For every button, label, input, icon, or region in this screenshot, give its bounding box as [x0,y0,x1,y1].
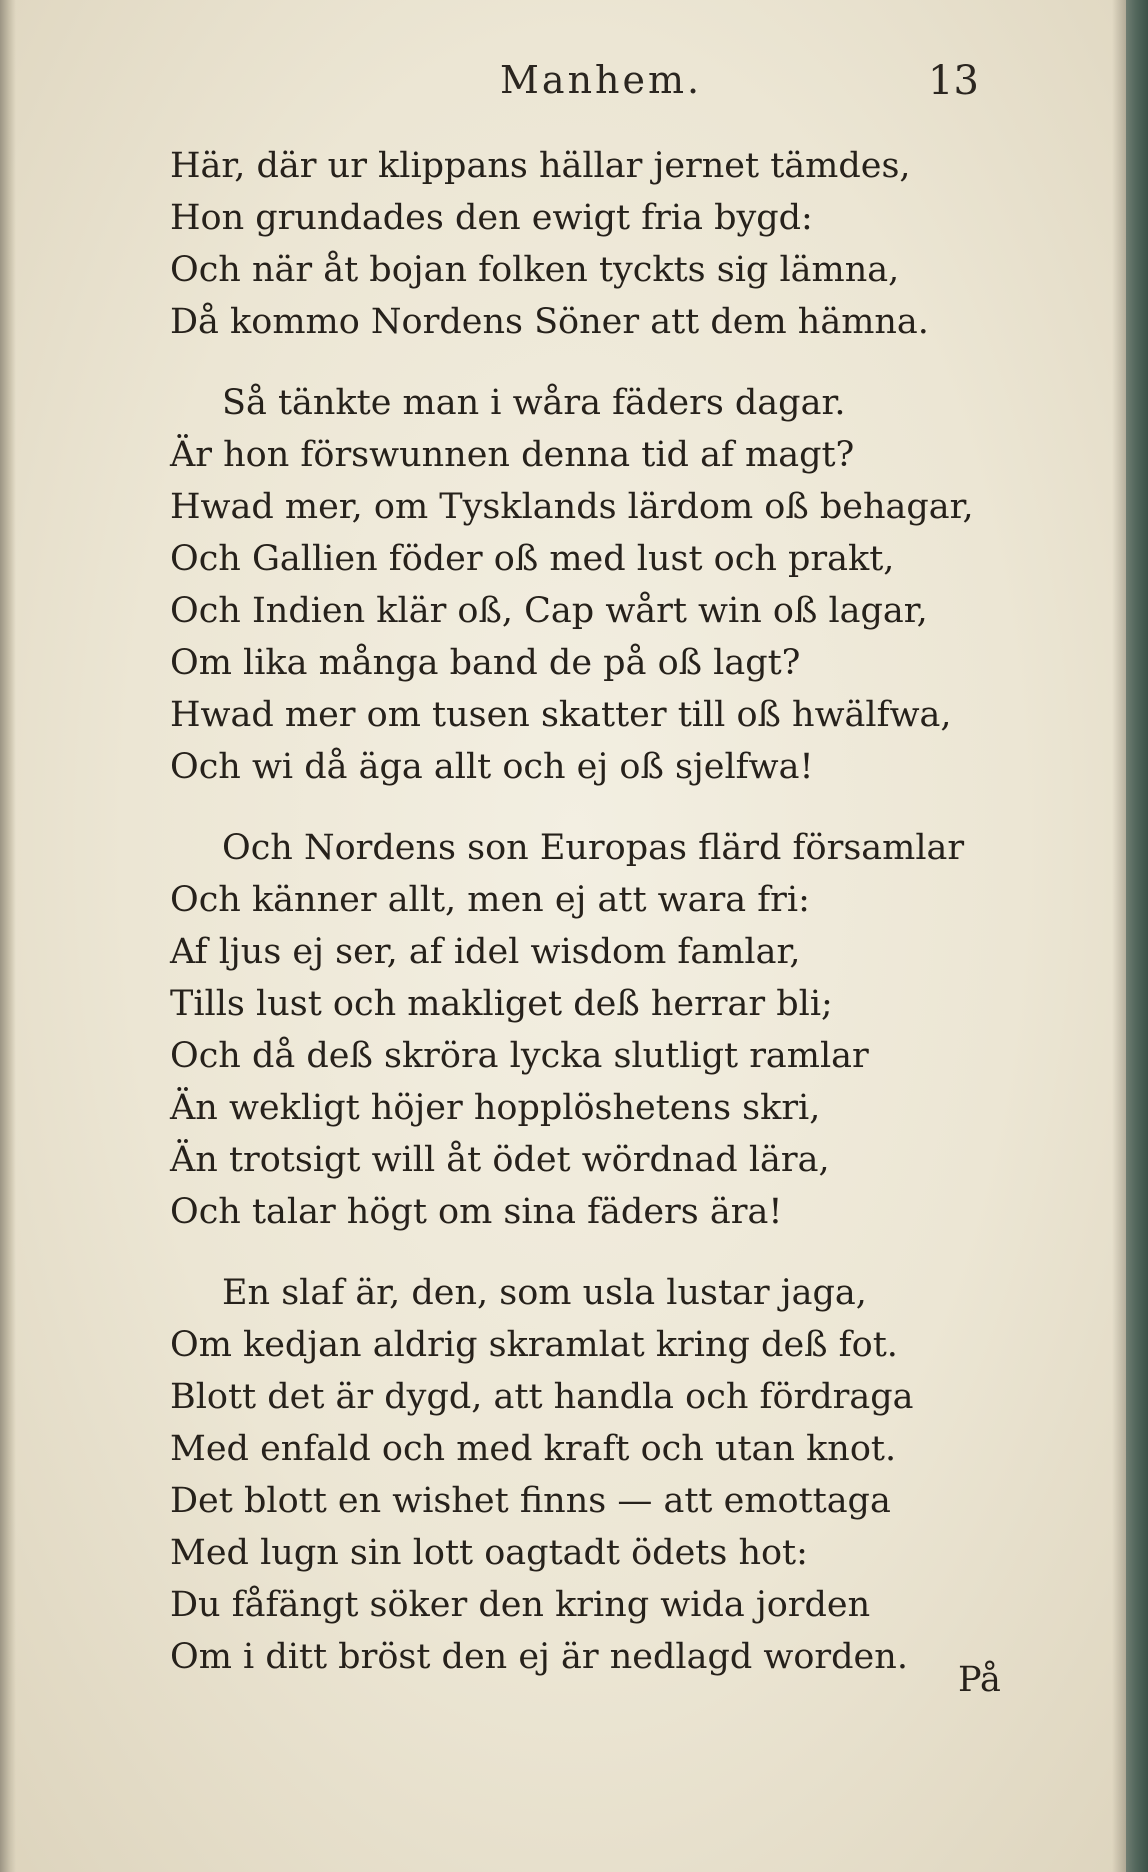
verse-line: Och känner allt, men ej att wara fri: [170,880,810,920]
verse-line: Om i ditt bröst den ej är nedlagd worden. [170,1637,908,1677]
page-header [0,58,1148,118]
verse-line: Och Indien klär oß, Cap wårt win oß lagar, [170,591,928,631]
verse-line: Här, där ur klippans hällar jernet tämdes, [170,146,911,186]
verse-line: Tills lust och makliget deß herrar bli; [170,984,833,1024]
verse-line: Blott det är dygd, att handla och fördraga [170,1377,914,1417]
verse-line: Och Gallien föder oß med lust och prakt, [170,539,895,579]
stanza-4 [170,1267,1050,1683]
catchword: På [958,1660,1001,1700]
verse-line: Du fåfängt söker den kring wida jorden [170,1585,871,1625]
stanza-1 [170,140,1050,348]
verse-line: Det blott en wishet finns — att emottaga [170,1481,891,1521]
verse-line: Då kommo Nordens Söner att dem hämna. [170,302,929,342]
verse-line: Hwad mer, om Tysklands lärdom oß behagar, [170,487,974,527]
stanza-3 [170,822,1050,1238]
verse-line: Om kedjan aldrig skramlat kring deß fot. [170,1325,898,1365]
verse-line: Med enfald och med kraft och utan knot. [170,1429,897,1469]
page-edge-shadow [1112,0,1126,1872]
verse-line: Är hon förswunnen denna tid af magt? [170,435,855,475]
stanza-2 [170,377,1050,793]
verse-line: Af ljus ej ser, af idel wisdom famlar, [170,932,801,972]
verse-line: Hon grundades den ewigt fria bygd: [170,198,813,238]
verse-line: Med lugn sin lott oagtadt ödets hot: [170,1533,808,1573]
page-number: 13 [928,58,979,104]
verse-line: Så tänkte man i wåra fäders dagar. [222,383,846,423]
verse-line: En slaf är, den, som usla lustar jaga, [222,1273,867,1313]
verse-line: Och när åt bojan folken tyckts sig lämna, [170,250,900,290]
verse-line: Och då deß skröra lycka slutligt ramlar [170,1036,869,1076]
verse-line: Och Nordens son Europas flärd församlar [222,828,965,868]
verse-line: Hwad mer om tusen skatter till oß hwälfwa, [170,695,952,735]
verse-line: Om lika många band de på oß lagt? [170,643,801,683]
poem-body [170,140,1050,1712]
verse-line: Än wekligt höjer hopplöshetens skri, [170,1088,821,1128]
page-gutter-edge [0,0,16,1872]
book-cover-edge [1126,0,1148,1872]
running-title: Manhem. [500,58,703,102]
verse-line: Än trotsigt will åt ödet wördnad lära, [170,1140,830,1180]
verse-line: Och talar högt om sina fäders ära! [170,1192,783,1232]
verse-line: Och wi då äga allt och ej oß sjelfwa! [170,747,814,787]
